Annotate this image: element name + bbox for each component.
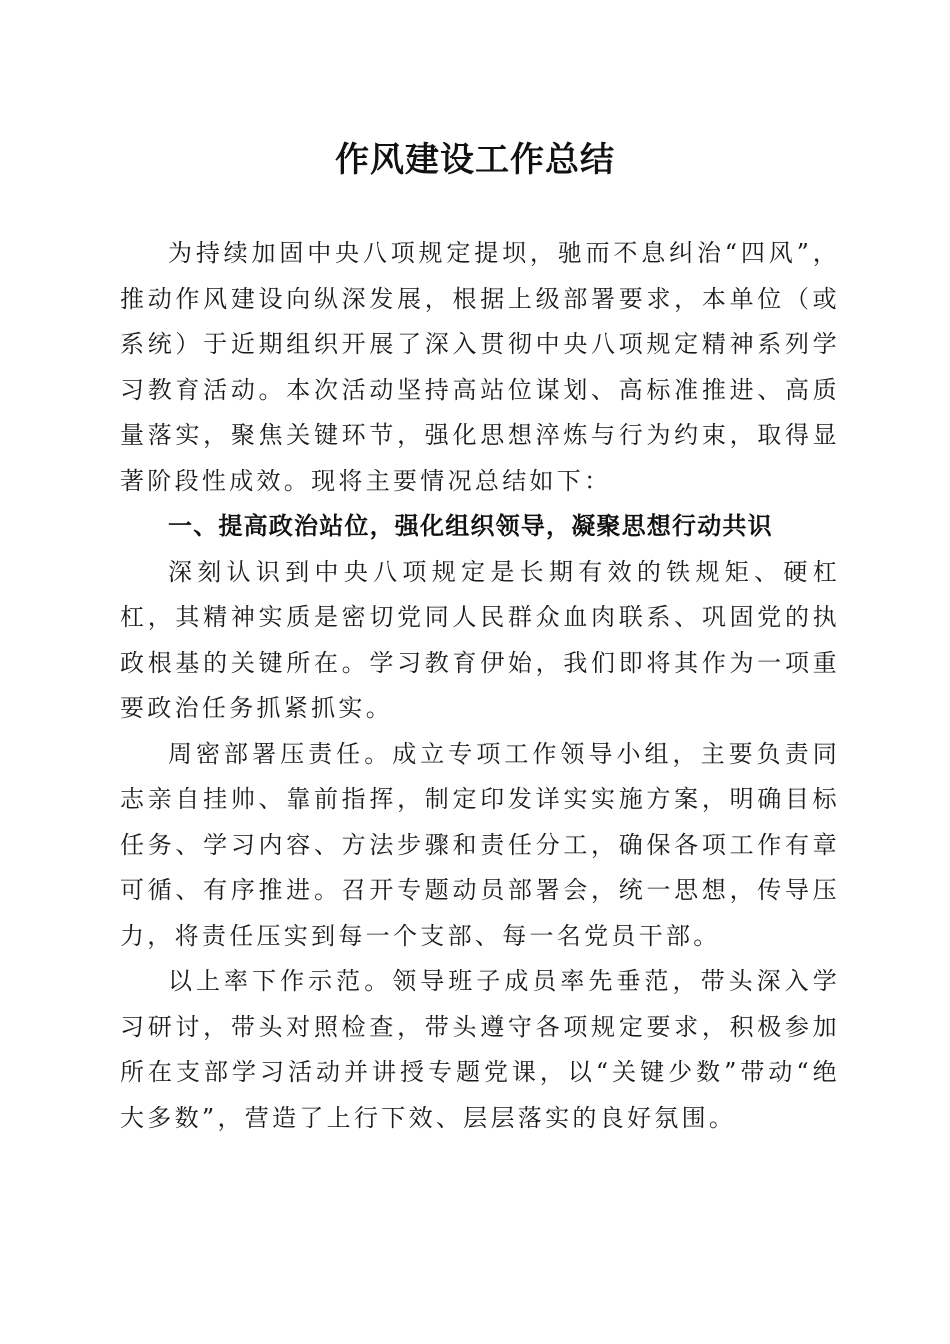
document-title: 作风建设工作总结 [335,140,615,180]
section-heading-1: 一、提高政治站位，强化组织领导，凝聚思想行动共识 [168,512,773,540]
intro-paragraph: 为持续加固中央八项规定提坝，驰而不息纠治“四风”，推动作风建设向纵深发展，根据上级部署要求，本单位（或系统）于近期组织开展了深入贯彻中央八项规定精神系列学习教育活动。本次活动坚持高站位谋划、高标准推进、高质量落实，聚焦关键环节，强化思想淬炼与行为约束，取得显著阶段性成效。现将主要情况总结如下： [120,239,840,495]
section1-paragraph-2: 周密部署压责任。成立专项工作领导小组，主要负责同志亲自挂帅、靠前指挥，制定印发详实实施方案，明确目标任务、学习内容、方法步骤和责任分工，确保各项工作有章可循、有序推进。召开专题动员部署会，统一思想，传导压力，将责任压实到每一个支部、每一名党员干部。 [120,739,840,950]
document-body [120,231,840,1141]
section1-paragraph-3: 以上率下作示范。领导班子成员率先垂范，带头深入学习研讨，带头对照检查，带头遵守各项规定要求，积极参加所在支部学习活动并讲授专题党课，以“关键少数”带动“绝大多数”，营造了上行下效、层层落实的良好氛围。 [120,967,840,1132]
section1-paragraph-1: 深刻认识到中央八项规定是长期有效的铁规矩、硬杠杠，其精神实质是密切党同人民群众血肉联系、巩固党的执政根基的关键所在。学习教育伊始，我们即将其作为一项重要政治任务抓紧抓实。 [120,557,840,722]
